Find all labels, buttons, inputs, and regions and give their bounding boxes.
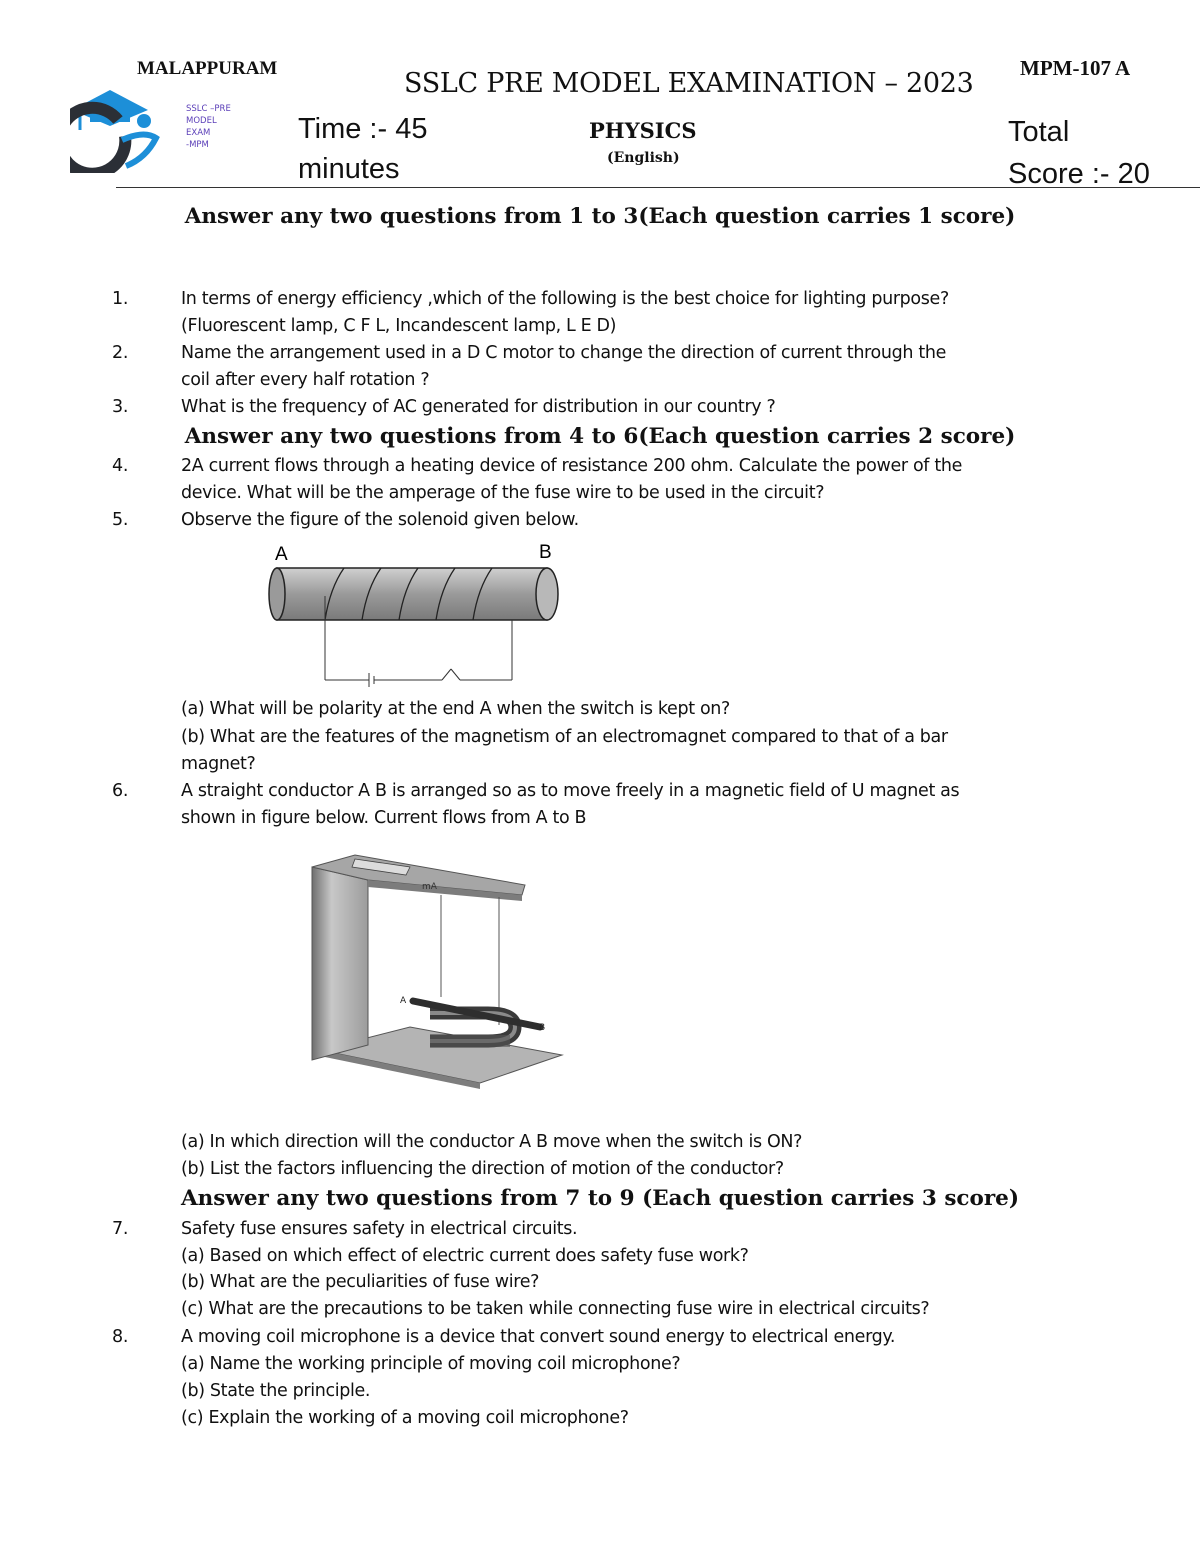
question-text: 2A current flows through a heating device of resistance 200 ohm. Calculate the power of the	[181, 456, 963, 476]
question-text: Observe the figure of the solenoid given below.	[181, 510, 579, 530]
solenoid-end-b-label: B	[539, 542, 552, 563]
question-text: A moving coil microphone is a device that convert sound energy to electrical energy.	[181, 1327, 896, 1347]
question-number: 3.	[112, 397, 129, 417]
question-number: 4.	[112, 456, 129, 476]
conductor-end-b-label: B	[539, 1023, 546, 1033]
question-part: (b) What are the peculiarities of fuse wire?	[181, 1272, 540, 1292]
logo-caption: SSLC –PRE MODEL EXAM -MPM	[186, 104, 231, 150]
question-text: In terms of energy efficiency ,which of the following is the best choice for lighting purpose?	[181, 289, 949, 309]
question-part: (a) Name the working principle of moving coil microphone?	[181, 1354, 681, 1374]
question-part: (c) What are the precautions to be taken while connecting fuse wire in electrical circuits?	[181, 1299, 930, 1319]
solenoid-figure	[262, 538, 572, 693]
exam-logo	[70, 78, 170, 173]
question-number: 7.	[112, 1219, 129, 1239]
question-part: (b) State the principle.	[181, 1381, 371, 1401]
question-number: 1.	[112, 289, 129, 309]
question-text: (Fluorescent lamp, C F L, Incandescent lamp, L E D)	[181, 316, 617, 336]
question-number: 2.	[112, 343, 129, 363]
question-number: 5.	[112, 510, 129, 530]
section-heading-3: Answer any two questions from 7 to 9 (Each question carries 3 score)	[180, 1186, 1020, 1211]
question-part: magnet?	[181, 754, 256, 774]
question-text: device. What will be the amperage of the fuse wire to be used in the circuit?	[181, 483, 825, 503]
question-part: (a) What will be polarity at the end A when the switch is kept on?	[181, 699, 730, 719]
total-score: Total Score :- 20	[1008, 116, 1150, 190]
question-text: coil after every half rotation ?	[181, 370, 430, 390]
question-text: Safety fuse ensures safety in electrical circuits.	[181, 1219, 578, 1239]
question-part: (a) Based on which effect of electric current does safety fuse work?	[181, 1246, 749, 1266]
question-part: (c) Explain the working of a moving coil microphone?	[181, 1408, 629, 1428]
question-text: Name the arrangement used in a D C motor to change the direction of current through the	[181, 343, 946, 363]
u-magnet-figure	[300, 845, 570, 1095]
medium: (English)	[607, 150, 680, 166]
section-heading-1: Answer any two questions from 1 to 3(Each question carries 1 score)	[184, 204, 1016, 229]
time-allowed: Time :- 45 minutes	[298, 113, 428, 185]
question-text: A straight conductor A B is arranged so as to move freely in a magnetic field of U magnet as	[181, 781, 960, 801]
question-number: 8.	[112, 1327, 129, 1347]
question-text: shown in figure below. Current flows from A to B	[181, 808, 587, 828]
section-heading-2: Answer any two questions from 4 to 6(Each question carries 2 score)	[184, 424, 1016, 449]
question-part: (b) What are the features of the magnetism of an electromagnet compared to that of a bar	[181, 727, 948, 747]
question-part: (b) List the factors influencing the direction of motion of the conductor?	[181, 1159, 784, 1179]
question-number: 6.	[112, 781, 129, 801]
subject: PHYSICS	[589, 118, 697, 143]
district-label: MALAPPURAM	[137, 58, 278, 79]
exam-title: SSLC PRE MODEL EXAMINATION – 2023	[404, 68, 974, 99]
question-text: What is the frequency of AC generated for distribution in our country ?	[181, 397, 776, 417]
header-divider	[116, 187, 1200, 188]
conductor-end-a-label: A	[400, 996, 407, 1006]
solenoid-end-a-label: A	[275, 544, 288, 565]
question-part: (a) In which direction will the conductor A B move when the switch is ON?	[181, 1132, 803, 1152]
plate-meter-label: mA	[422, 882, 437, 892]
paper-code: MPM-107 A	[1020, 56, 1131, 80]
